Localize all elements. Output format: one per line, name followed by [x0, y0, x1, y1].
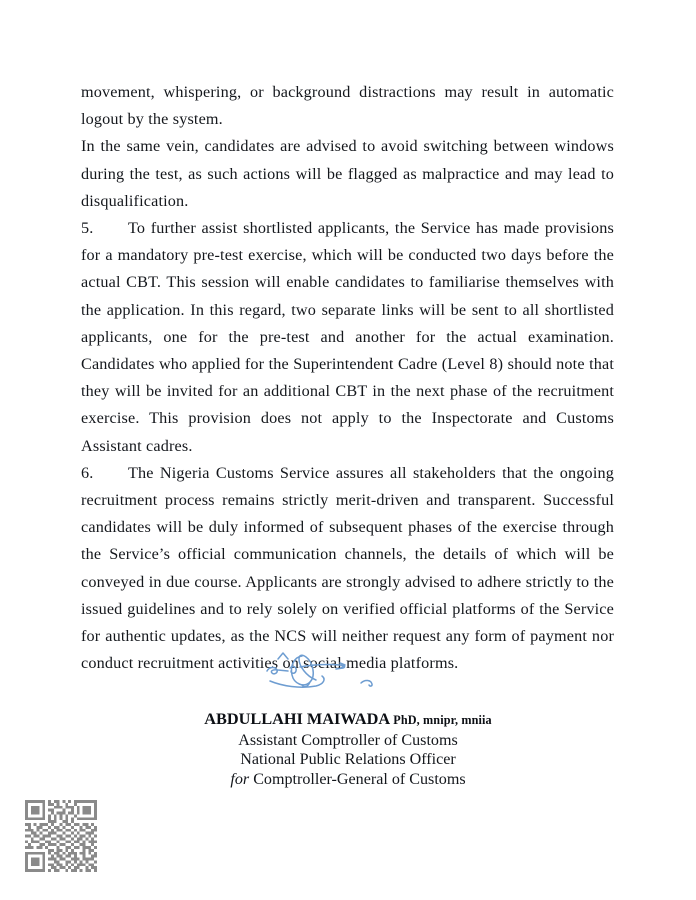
qr-code[interactable] [25, 800, 97, 872]
paragraph-6 [81, 460, 614, 678]
paragraph-continued-2: In the same vein, candidates are advised to avoid switching between windows during the test, as such actions will be flagged as malpractice and may lead to disqualification. [81, 137, 614, 210]
signatory-role: National Public Relations Officer [240, 751, 456, 769]
document-body [81, 79, 614, 677]
signatory-rank: Assistant Comptroller of Customs [238, 732, 458, 749]
paragraph-5 [81, 215, 614, 460]
for-office: Comptroller-General of Customs [253, 770, 466, 788]
for-prefix: for [230, 770, 250, 788]
signature-block [0, 652, 696, 789]
signatory-credentials: PhD, mnipr, mniia [393, 713, 492, 727]
paragraph-5-text: To further assist shortlisted applicants, the Service has made provisions for a mandatory pre-test exercise, which will be conducted two days before the actual CBT. This session will enable candidates to familiarise themselves with the application. In this regard, two separate links will be sent to all shortlisted applicants, one for the pre-test and another for the actual examination. Candidates who applied for the Superintendent Cadre (Level 8) should note that they will be invited for an additional CBT in the next phase of the recruitment exercise. This provision does not apply to the Inspectorate and Customs Assistant cadres. [81, 219, 614, 455]
paragraph-6-text: The Nigeria Customs Service assures all stakeholders that the ongoing recruitment process remains strictly merit-driven and transparent. Successful candidates will be duly informed of subsequent phases of the exercise through the Service’s official communication channels, the details of which will be conveyed in due course. Applicants are strongly advised to adhere strictly to the issued guidelines and to rely solely on verified official platforms of the Service for authentic updates, as the NCS will neither request any form of payment nor conduct recruitment activities on social media platforms. [81, 463, 614, 673]
signatory-name: ABDULLAHI MAIWADA [204, 709, 390, 728]
paragraph-continued-1: movement, whispering, or background distractions may result in automatic logout by the system. [81, 83, 614, 129]
paragraph-6-number: 6. [81, 463, 94, 482]
handwritten-signature [0, 652, 696, 704]
paragraph-5-number: 5. [81, 219, 94, 238]
signatory-on-behalf-of [0, 770, 696, 789]
signatory-name-line [0, 708, 696, 731]
